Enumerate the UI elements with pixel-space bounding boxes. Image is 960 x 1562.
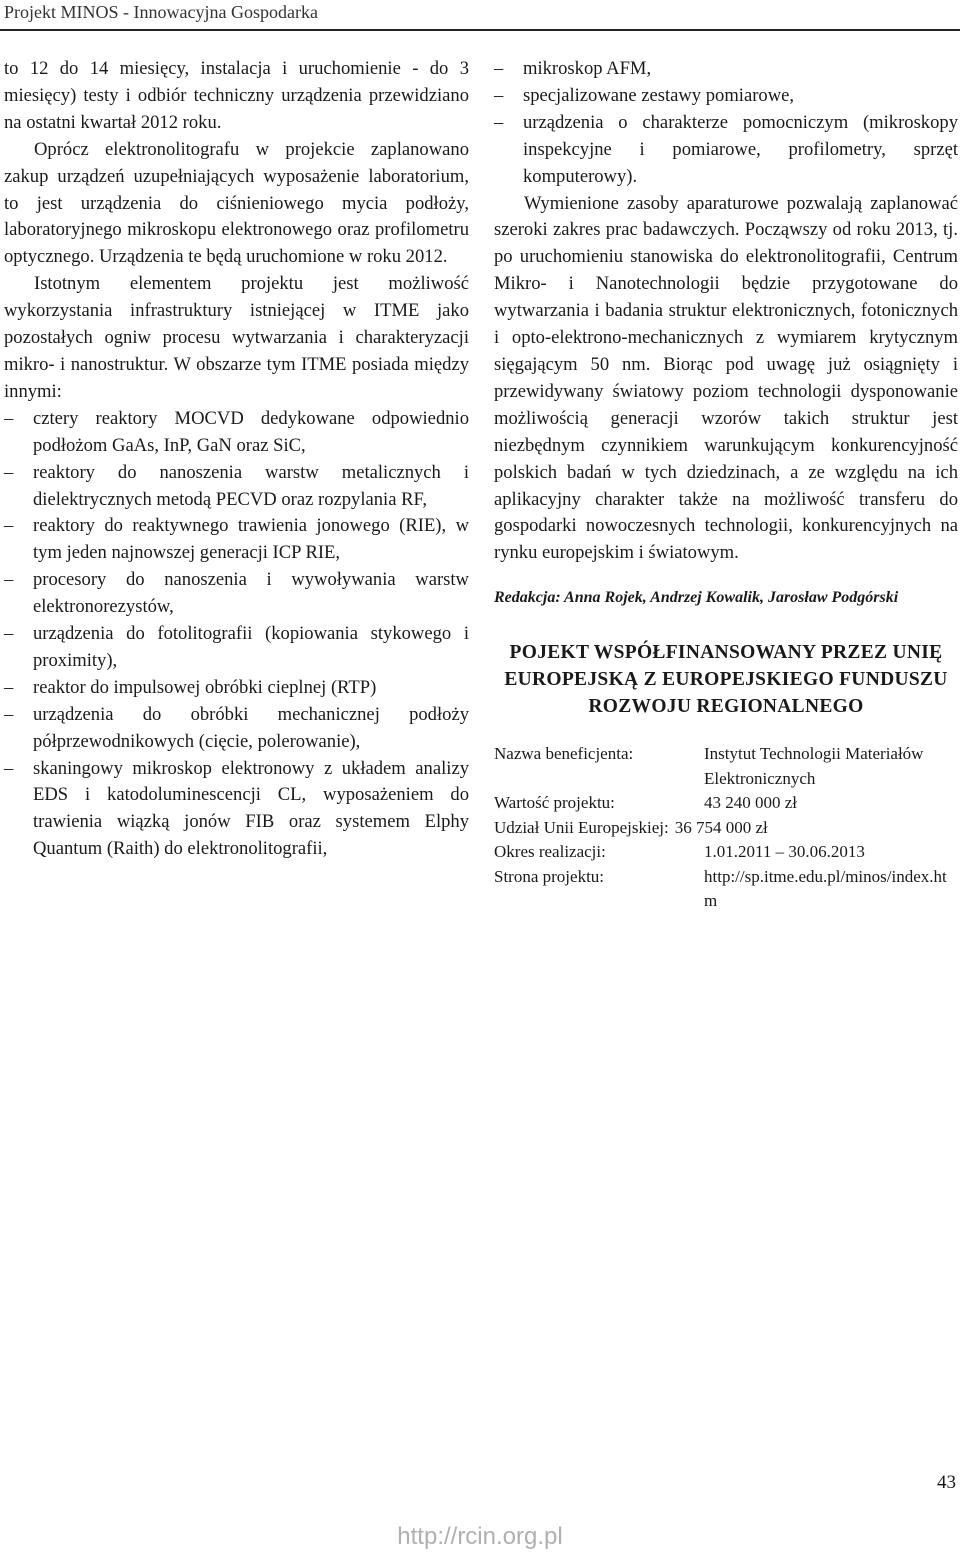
site-link[interactable]: http://sp.itme.edu.pl/minos/index.htm [704, 866, 947, 911]
equipment-list-continued [494, 56, 958, 191]
dash-bullet: – [494, 58, 504, 79]
eu-share-label: Udział Unii Europejskiej: [494, 817, 669, 837]
dash-bullet: – [4, 676, 14, 698]
left-column [4, 56, 469, 863]
info-row-value [494, 791, 958, 816]
list-item: – reaktory do nanoszenia warstw metalicznych i dielektrycznych metodą PECVD oraz rozpylania RF, [4, 461, 469, 510]
beneficiary-label: Nazwa beneficjenta: [494, 744, 634, 764]
info-row-site [494, 865, 958, 914]
info-row-beneficiary [494, 742, 958, 791]
beneficiary-value: Instytut Technologii Materiałów Elektronicznych [704, 744, 924, 788]
list-item: – mikroskop AFM, [494, 56, 958, 83]
list-item: – urządzenia do obróbki mechanicznej podłoży półprzewodnikowych (cięcie, polerowanie), [4, 703, 469, 752]
footer-url[interactable]: http://rcin.org.pl [397, 1523, 563, 1550]
dash-bullet: – [4, 569, 14, 591]
info-row-eu-share [494, 816, 958, 841]
equipment-list [4, 406, 469, 863]
list-item: – cztery reaktory MOCVD dedykowane odpowiednio podłożom GaAs, InP, GaN oraz SiC, [4, 407, 469, 456]
dash-bullet: – [494, 111, 504, 133]
editors-credit: Redakcja: Anna Rojek, Andrzej Kowalik, Jarosław Podgórski [494, 589, 899, 607]
dash-bullet: – [4, 703, 14, 725]
period-label: Okres realizacji: [494, 842, 606, 862]
list-item: – specjalizowane zestawy pomiarowe, [494, 83, 958, 110]
list-item: – urządzenia do fotolitografii (kopiowania stykowego i proximity), [4, 623, 469, 671]
dash-bullet: – [4, 461, 14, 483]
list-item: – reaktory do reaktywnego trawienia jonowego (RIE), w tym jeden najnowszej generacji ICP RIE, [4, 515, 469, 564]
header-rule [0, 29, 960, 31]
header-title: Projekt MINOS - Innowacyjna Gospodarka [4, 2, 318, 22]
dash-bullet: – [4, 407, 14, 429]
left-paragraph-1: to 12 do 14 miesięcy, instalacja i uruchomienie - do 3 miesięcy) testy i odbiór techniczny urządzenia przewidziano na ostatni kwartał 2012 roku. [4, 58, 469, 133]
project-value-label: Wartość projektu: [494, 793, 615, 813]
list-item: – procesory do nanoszenia i wywoływania warstw elektronorezystów, [4, 569, 469, 618]
eu-share-value: 36 754 000 zł [674, 817, 768, 837]
page-header [0, 0, 960, 30]
site-label: Strona projektu: [494, 866, 605, 886]
info-row-period [494, 840, 958, 865]
project-info [494, 742, 958, 914]
period-value: 1.01.2011 – 30.06.2013 [704, 842, 865, 862]
page-number: 43 [937, 1472, 956, 1493]
list-item: – reaktor do impulsowej obróbki cieplnej (RTP) [4, 675, 469, 702]
list-item: – urządzenia o charakterze pomocniczym (mikroskopy inspekcyjne i pomiarowe, profilometry, sprzęt komputerowy). [494, 111, 958, 187]
left-paragraph-3: Istotnym elementem projektu jest możliwość wykorzystania infrastruktury istniejącej w ITME jako pozostałych ogniw procesu wytwarzania i charakteryzacji mikro- i nanostruktur. W obszarze tym ITME posiada między innymi: [4, 273, 469, 402]
dash-bullet: – [494, 84, 504, 106]
list-item: – skaningowy mikroskop elektronowy z układem analizy EDS i katodoluminescencji CL, wyposażeniem do trawienia wiązką jonów FIB oraz systemem Elphy Quantum (Raith) do elektronolitografii, [4, 757, 469, 860]
project-value: 43 240 000 zł [704, 793, 798, 813]
right-paragraph-1: Wymienione zasoby aparaturowe pozwalają zaplanować szeroki zakres prac badawczych. Począwszy od roku 2013, tj. po uruchomieniu stanowiska do elektronolitografii, Centrum Mikro- i Nanotechnologii będzie przygotowane do wytwarzania i badania struktur elektronicznych, fotonicznych i opto-elektrono-mechanicznych z wymiarem krytycznym sięgającym 50 nm. Biorąc pod uwagę już osiągnięty i przewidywany światowy poziom technologii dysponowanie możliwością generacji wzorów takich struktur jest niezbędnym czynnikiem warunkującym konkurencyjność polskich badań w tych dziedzinach, a ze względu na ich aplikacyjny charakter także na możliwość transferu do gospodarki nowoczesnych technologii, konkurencyjnych na rynku europejskim i światowym. [494, 192, 958, 564]
right-column [494, 56, 958, 914]
dash-bullet: – [4, 757, 14, 779]
project-funding-heading: POJEKT WSPÓŁFINANSOWANY PRZEZ UNIĘ EUROPEJSKĄ Z EUROPEJSKIEGO FUNDUSZU ROZWOJU REGIONALNEGO [504, 642, 948, 718]
left-paragraph-2: Oprócz elektronolitografu w projekcie zaplanowano zakup urządzeń uzupełniających wyposażenie laboratorium, to jest urządzenia do ciśnieniowego mycia podłoży, laboratoryjnego mikroskopu elektronowego oraz profilometru optycznego. Urządzenia te będą uruchomione w roku 2012. [4, 138, 469, 268]
dash-bullet: – [4, 623, 14, 645]
dash-bullet: – [4, 515, 14, 537]
